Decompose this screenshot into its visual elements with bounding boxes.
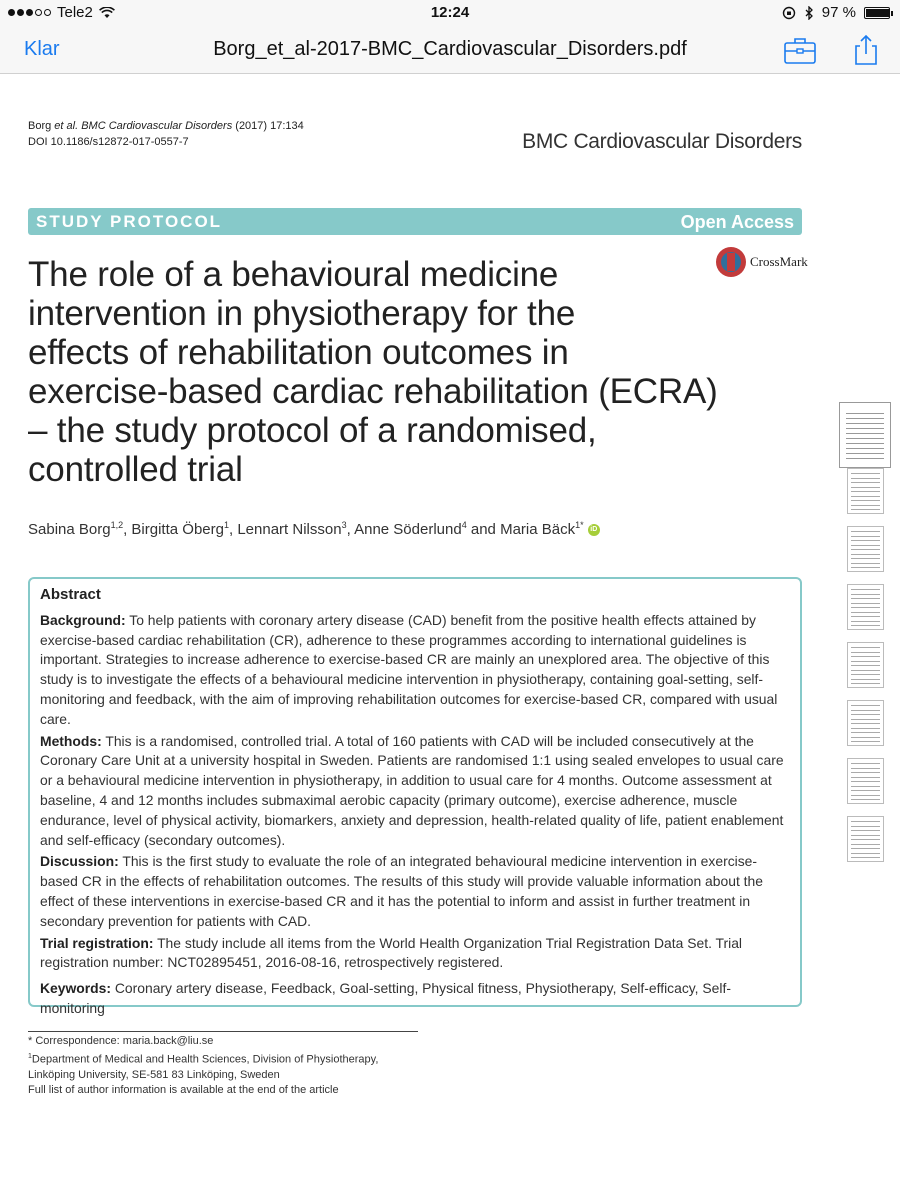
- thumbnail-line: [851, 563, 880, 564]
- bluetooth-icon: [804, 6, 814, 20]
- thumbnail-line: [851, 509, 880, 510]
- thumbnail-line: [851, 670, 880, 671]
- thumbnail-line: [851, 549, 880, 550]
- page-thumbnail[interactable]: [847, 642, 884, 688]
- footnotes: [28, 1031, 418, 1098]
- abstract-discussion: [40, 852, 790, 931]
- section-text: To help patients with coronary artery disease (CAD) benefit from the positive health effects attained by exercise-based cardiac rehabilitation (CR), adherence to these programmes according to international guidelines is important. Strategies to increase adherence to exercise-based CR are mainly an unexplored area. The objective of this study is to investigate the effects of a behavioural medicine intervention in physiotherapy, containing goal-setting, self-monitoring and feedback, with the aim of improving rehabilitation outcomes for exercise-based CR, compared with usual care.: [40, 611, 778, 727]
- thumbnail-line: [851, 741, 880, 742]
- author-affil: 3: [341, 520, 347, 530]
- thumbnail-line: [851, 857, 880, 858]
- page-thumbnail[interactable]: [847, 584, 884, 630]
- thumbnail-line: [851, 830, 880, 831]
- thumbnail-line: [851, 500, 880, 501]
- thumbnail-line: [851, 853, 880, 854]
- thumbnail-line: [851, 647, 880, 648]
- thumbnail-line: [851, 728, 880, 729]
- banner-open-access: Open Access: [680, 212, 794, 232]
- thumbnail-line: [851, 621, 880, 622]
- thumbnail-line: [851, 732, 880, 733]
- thumbnail-line: [851, 554, 880, 555]
- citation-volume: (2017) 17:134: [232, 120, 304, 132]
- abstract-methods: [40, 732, 790, 851]
- abstract-keywords: [40, 979, 790, 1019]
- affiliation-line: Department of Medical and Health Sciences, Division of Physiotherapy,: [31, 1053, 379, 1066]
- crossmark-badge[interactable]: [716, 247, 808, 277]
- thumbnail-line: [851, 545, 880, 546]
- banner-study-protocol: STUDY PROTOCOL: [36, 212, 223, 231]
- orientation-lock-icon: [782, 6, 796, 20]
- thumbnail-line: [851, 790, 880, 791]
- author-name: Lennart Nilsson: [237, 521, 342, 538]
- thumbnail-line: [851, 661, 880, 662]
- author-affil: 1,2: [110, 520, 124, 530]
- title-line: intervention in physiotherapy for the: [28, 294, 576, 333]
- done-button[interactable]: Klar: [24, 38, 60, 60]
- thumbnail-line: [851, 737, 880, 738]
- status-time: 12:24: [430, 4, 470, 21]
- thumbnail-line: [851, 795, 880, 796]
- thumbnail-line: [851, 625, 880, 626]
- thumbnail-line: [851, 683, 880, 684]
- page-thumbnail[interactable]: [847, 468, 884, 514]
- title-line: controlled trial: [28, 450, 243, 489]
- carrier-label: Tele2: [57, 4, 93, 21]
- section-text: Coronary artery disease, Feedback, Goal-setting, Physical fitness, Physiotherapy, Self-efficacy, Self-monitoring: [40, 980, 731, 1016]
- article-title: [28, 255, 718, 489]
- author-name: Anne Söderlund: [354, 521, 462, 538]
- abstract-box: [28, 577, 802, 1016]
- thumbnail-line: [851, 705, 880, 706]
- share-icon[interactable]: [848, 34, 884, 66]
- section-label: Methods:: [40, 732, 102, 749]
- author-affil: 1*: [575, 520, 584, 530]
- orcid-icon[interactable]: iD: [588, 524, 600, 536]
- section-label: Discussion:: [40, 853, 119, 870]
- author-affil: 1: [223, 520, 229, 530]
- thumbnail-line: [851, 616, 880, 617]
- thumbnail-line: [851, 531, 880, 532]
- battery-percent: 97 %: [821, 4, 856, 21]
- abstract-background: [40, 611, 790, 730]
- thumbnail-line: [851, 835, 880, 836]
- thumbnail-line: [851, 772, 880, 773]
- thumbnail-line: [851, 723, 880, 724]
- briefcase-icon[interactable]: [782, 34, 818, 66]
- doi: DOI 10.1186/s12872-017-0557-7: [28, 136, 189, 148]
- document-title: Borg_et_al-2017-BMC_Cardiovascular_Disorders.pdf: [213, 38, 687, 60]
- thumbnail-line: [851, 567, 880, 568]
- affiliation-line: Linköping University, SE-581 83 Linköping, Sweden: [28, 1068, 280, 1081]
- thumbnail-line: [851, 594, 880, 595]
- thumbnail-line: [851, 482, 880, 483]
- author-separator: ,: [228, 521, 238, 538]
- section-text: This is a randomised, controlled trial. A total of 160 patients with CAD will be included consecutively at the Coronary Care Unit at a university hospital in Sweden. Patients are randomised 1:1 using sealed envelopes to usual care or a behavioural medicine intervention in physiotherapy, in addition to usual care for 4 months. Outcome assessment at baseline, 4 and 12 months includes submaximal aerobic capacity (primary outcome), exercise adherence, muscle endurance, level of physical activity, biomarkers, anxiety and depression, health-related quality of life, patient enablement and self-efficacy (secondary outcomes).: [40, 732, 784, 848]
- thumbnail-sidebar-bg: [830, 75, 900, 1200]
- thumbnail-line: [851, 487, 880, 488]
- thumbnail-line: [851, 710, 880, 711]
- thumbnail-line: [851, 786, 880, 787]
- thumbnail-line: [851, 536, 880, 537]
- author-name: Maria Bäck: [500, 521, 576, 538]
- page-thumbnail[interactable]: [847, 526, 884, 572]
- thumbnail-line: [851, 844, 880, 845]
- author-separator: ,: [123, 521, 132, 538]
- affiliation-sup: 1: [28, 1053, 32, 1060]
- author-separator: and: [466, 521, 501, 538]
- author-name: Birgitta Öberg: [131, 521, 224, 538]
- affiliation: [28, 1049, 418, 1068]
- page-thumbnail-active[interactable]: [839, 402, 891, 468]
- thumbnail-line: [851, 679, 880, 680]
- citation-block: [28, 118, 304, 150]
- thumbnail-line: [851, 478, 880, 479]
- thumbnail-line: [851, 656, 880, 657]
- title-line: The role of a behavioural medicine: [28, 255, 559, 294]
- author-name: Sabina Borg: [28, 521, 111, 538]
- full-author-info: Full list of author information is available at the end of the article: [28, 1083, 339, 1096]
- thumbnail-line: [851, 826, 880, 827]
- journal-name: BMC Cardiovascular Disorders: [522, 130, 802, 153]
- thumbnail-line: [851, 603, 880, 604]
- title-line: effects of rehabilitation outcomes in: [28, 333, 569, 372]
- section-label: Keywords:: [40, 980, 112, 997]
- author-list: [28, 520, 600, 538]
- thumbnail-line: [851, 799, 880, 800]
- thumbnail-line: [851, 839, 880, 840]
- thumbnail-line: [851, 821, 880, 822]
- thumbnail-line: [851, 589, 880, 590]
- abstract-trial-registration: [40, 934, 790, 974]
- thumbnail-line: [851, 607, 880, 608]
- correspondence: * Correspondence: maria.back@liu.se: [28, 1035, 214, 1047]
- section-label: Background:: [40, 611, 126, 628]
- thumbnail-line: [851, 719, 880, 720]
- crossmark-label: CrossMark: [750, 254, 808, 269]
- battery-icon: [864, 7, 890, 19]
- crossmark-icon: [716, 247, 746, 277]
- thumbnail-line: [851, 652, 880, 653]
- thumbnail-line: [851, 598, 880, 599]
- thumbnail-line: [851, 768, 880, 769]
- author-separator: ,: [346, 521, 355, 538]
- section-text: This is the first study to evaluate the role of an integrated behavioural medicine intervention in exercise-based CR in the effects of rehabilitation outcomes. The results of this study will provide valuable information about the effect of these interventions in exercise-based CR and it has the potential to inform and assist in further treatment in secondary prevention for patients with CAD.: [40, 853, 763, 929]
- article-type-banner: [28, 208, 802, 235]
- title-line: – the study protocol of a randomised,: [28, 411, 597, 450]
- abstract-heading: Abstract: [40, 586, 101, 603]
- citation-etal: et al.: [54, 120, 79, 132]
- section-label: Trial registration:: [40, 934, 154, 951]
- pdf-page[interactable]: [0, 75, 830, 1200]
- thumbnail-line: [851, 540, 880, 541]
- thumbnail-line: [851, 665, 880, 666]
- thumbnail-line: [851, 491, 880, 492]
- thumbnail-line: [851, 763, 880, 764]
- author-affil: 4: [461, 520, 467, 530]
- title-line: exercise-based cardiac rehabilitation (ECRA): [28, 372, 718, 411]
- thumbnail-line: [851, 781, 880, 782]
- navigation-bar: [0, 26, 900, 74]
- page-thumbnail[interactable]: [847, 816, 884, 862]
- thumbnail-content: [844, 407, 886, 463]
- thumbnail-line: [851, 505, 880, 506]
- page-thumbnail[interactable]: [847, 700, 884, 746]
- status-right: [782, 4, 890, 21]
- status-bar: [0, 0, 900, 26]
- citation-authors: Borg: [28, 120, 55, 132]
- thumbnail-line: [851, 612, 880, 613]
- page-thumbnail[interactable]: [847, 758, 884, 804]
- thumbnail-line: [851, 674, 880, 675]
- thumbnail-line: [851, 848, 880, 849]
- thumbnail-line: [851, 473, 880, 474]
- thumbnail-line: [851, 496, 880, 497]
- citation-journal: BMC Cardiovascular Disorders: [81, 120, 233, 132]
- thumbnail-line: [851, 714, 880, 715]
- thumbnail-line: [851, 777, 880, 778]
- thumbnail-line: [851, 558, 880, 559]
- section-text: The study include all items from the World Health Organization Trial Registration Data Set. Trial registration number: NCT02895451, 2016-08-16, retrospectively registered.: [40, 934, 743, 971]
